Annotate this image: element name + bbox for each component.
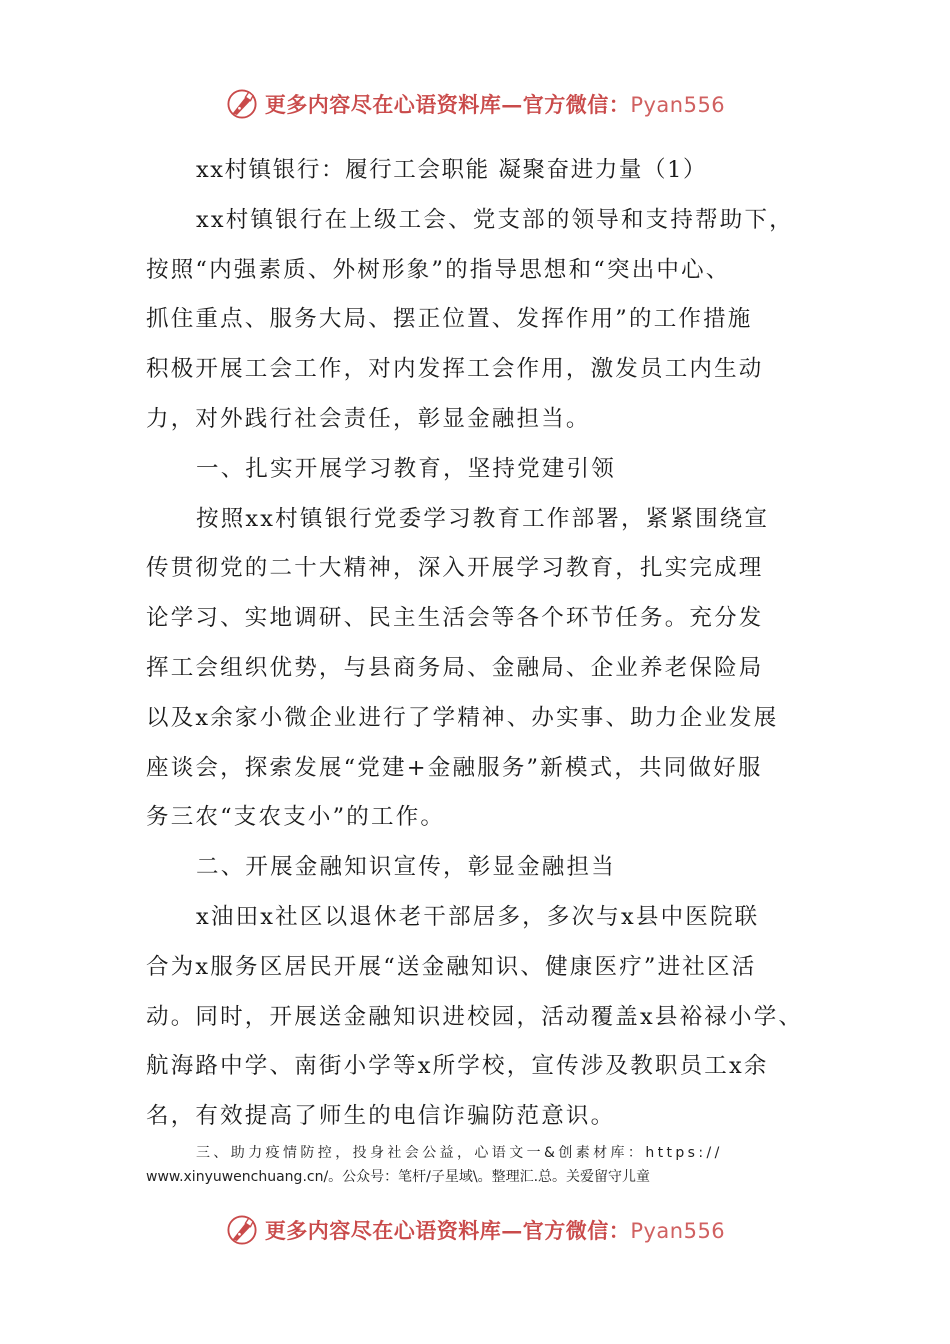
paragraph-line: 以及x余家小微企业进行了学精神、办实事、助力企业发展 <box>146 704 779 731</box>
banner-text: 更多内容尽在心语资料库—官方微信：Pyan556 <box>264 92 726 117</box>
paragraph-line: 航海路中学、南街小学等x所学校，宣传涉及教职员工x余 <box>146 1053 769 1080</box>
paragraph-line: 按照xx村镇银行党委学习教育工作部署，紧紧围绕宣 <box>196 505 770 532</box>
paragraph-line: 动。同时，开展送金融知识进校园，活动覆盖x县裕禄小学、 <box>146 1003 804 1030</box>
footer-note <box>146 1141 810 1189</box>
paragraph-line: 合为x服务区居民开展“送金融知识、健康医疗”进社区活 <box>146 953 757 980</box>
banner-contact: Pyan556 <box>630 93 726 117</box>
section-heading: 一、扎实开展学习教育，坚持党建引领 <box>196 455 616 482</box>
header-banner <box>0 82 950 126</box>
pen-nib-logo-icon <box>225 87 259 121</box>
footer-banner <box>0 1208 950 1252</box>
paragraph-line: 论学习、实地调研、民主生活会等各个环节任务。充分发 <box>146 605 764 632</box>
footer-note-line: 三、助力疫情防控，投身社会公益，心语文一&创素材库：https:// <box>196 1145 723 1161</box>
paragraph-line: 按照“内强素质、外树形象”的指导思想和“突出中心、 <box>146 256 731 283</box>
banner-contact: Pyan556 <box>630 1219 726 1243</box>
paragraph-line: 挥工会组织优势，与县商务局、金融局、企业养老保险局 <box>146 654 764 681</box>
paragraph-line: 积极开展工会工作，对内发挥工会作用，激发员工内生动 <box>146 356 764 383</box>
paragraph-line: 抓住重点、服务大局、摆正位置、发挥作用”的工作措施 <box>146 306 753 333</box>
paragraph-line: x油田x社区以退休老干部居多，多次与x县中医院联 <box>196 903 760 930</box>
paragraph-line: 传贯彻党的二十大精神，深入开展学习教育，扎实完成理 <box>146 555 764 582</box>
paragraph-line: 力，对外践行社会责任，彰显金融担当。 <box>146 405 591 432</box>
document-body <box>146 146 810 1142</box>
section-heading: 二、开展金融知识宣传，彰显金融担当 <box>196 854 616 881</box>
paragraph-line: xx村镇银行在上级工会、党支部的领导和支持帮助下， <box>196 206 794 233</box>
paragraph-line: 名，有效提高了师生的电信诈骗防范意识。 <box>146 1103 616 1130</box>
document-title: xx村镇银行：履行工会职能 凝聚奋进力量（1） <box>196 157 708 183</box>
footer-note-line: www.xinyuwenchuang.cn/。公众号：笔杆/子星域\。整理汇.总。关爱留守儿童 <box>146 1169 651 1185</box>
paragraph-line: 务三农“支农支小”的工作。 <box>146 804 446 831</box>
pen-nib-logo-icon <box>225 1213 259 1247</box>
banner-text: 更多内容尽在心语资料库—官方微信：Pyan556 <box>264 1218 726 1243</box>
paragraph-line: 座谈会，探索发展“党建+金融服务”新模式，共同做好服 <box>146 754 763 781</box>
